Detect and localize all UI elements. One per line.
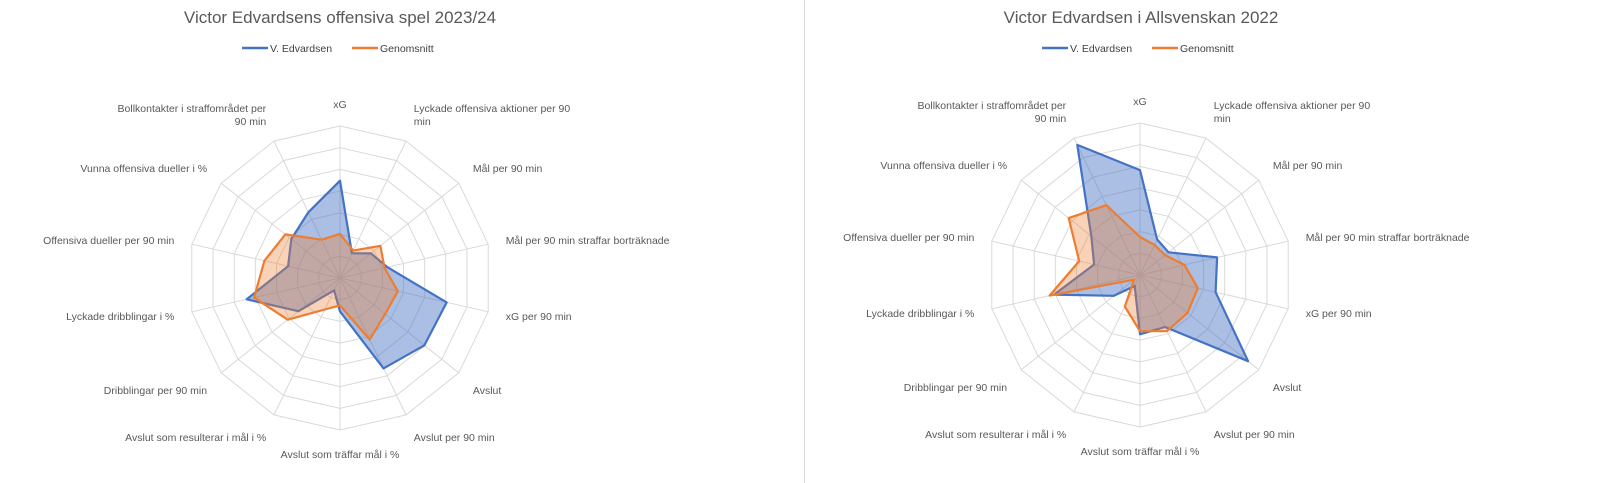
axis-label-xg: xG: [333, 99, 347, 111]
axis-label-avslut-per-90-min: Avslut per 90 min: [1213, 429, 1295, 442]
axis-label-dribblingar-per-90-min: Dribblingar per 90 min: [903, 382, 1008, 394]
axis-label-avslut-per-90-min: Avslut per 90 min: [413, 432, 495, 445]
chart-panel-left: [0, 0, 804, 483]
legend-label-edvardsen: V. Edvardsen: [270, 43, 333, 55]
axis-label-mal-per-90-min-straffar-bortraknade: Mål per 90 min straffar borträknade: [505, 235, 670, 248]
axis-label-vunna-offensiva-dueller-i: Vunna offensiva dueller i %: [80, 163, 208, 175]
legend-label-average: Genomsnitt: [1180, 43, 1234, 55]
axis-label-xg-per-90-min: xG per 90 min: [505, 310, 572, 323]
series-area-average: [254, 234, 398, 340]
axis-label-vunna-offensiva-dueller-i: Vunna offensiva dueller i %: [880, 160, 1008, 172]
radar-chart-left: [0, 0, 804, 483]
axis-label-xg: xG: [1133, 96, 1147, 108]
axis-label-mal-per-90-min: Mål per 90 min: [472, 163, 543, 175]
legend-label-edvardsen: V. Edvardsen: [1070, 43, 1133, 55]
panel-divider: [804, 0, 805, 483]
axis-label-avslut-som-resulterar-i-mal-i: Avslut som resulterar i mål i %: [925, 429, 1067, 442]
axis-label-lyckade-offensiva-aktioner-per-90-min: Lyckade offensiva aktioner per 90 min: [1213, 99, 1371, 125]
axis-label-bollkontakter-i-straffomradet-per-90-min: Bollkontakter i straffområdet per 90 min: [117, 102, 267, 128]
axis-label-avslut-som-traffar-mal-i: Avslut som träffar mål i %: [1080, 446, 1200, 458]
chart-title: Victor Edvardsens offensiva spel 2023/24: [183, 8, 497, 27]
axis-label-lyckade-dribblingar-i: Lyckade dribblingar i %: [66, 310, 175, 323]
legend-label-average: Genomsnitt: [380, 43, 434, 55]
axis-label-offensiva-dueller-per-90-min: Offensiva dueller per 90 min: [843, 232, 975, 245]
chart-title: Victor Edvardsen i Allsvenskan 2022: [1003, 8, 1279, 27]
axis-label-dribblingar-per-90-min: Dribblingar per 90 min: [103, 385, 208, 397]
legend: [1042, 43, 1234, 55]
axis-label-xg-per-90-min: xG per 90 min: [1305, 307, 1372, 320]
axis-label-lyckade-dribblingar-i: Lyckade dribblingar i %: [866, 307, 975, 320]
axis-label-avslut-som-traffar-mal-i: Avslut som träffar mål i %: [280, 449, 400, 461]
axis-label-lyckade-offensiva-aktioner-per-90-min: Lyckade offensiva aktioner per 90 min: [413, 102, 571, 128]
axis-label-offensiva-dueller-per-90-min: Offensiva dueller per 90 min: [43, 235, 175, 248]
radar-plot: [43, 99, 670, 461]
axis-label-avslut-som-resulterar-i-mal-i: Avslut som resulterar i mål i %: [125, 432, 267, 445]
radar-chart-right: [806, 0, 1610, 483]
axis-label-bollkontakter-i-straffomradet-per-90-min: Bollkontakter i straffområdet per 90 min: [917, 99, 1067, 125]
axis-label-avslut: Avslut: [1272, 382, 1302, 394]
series-area-average: [1050, 205, 1198, 331]
axis-label-avslut: Avslut: [472, 385, 502, 397]
axis-label-mal-per-90-min-straffar-bortraknade: Mål per 90 min straffar borträknade: [1305, 232, 1470, 245]
chart-panel-right: [806, 0, 1610, 483]
legend: [242, 43, 434, 55]
radar-plot: [843, 96, 1470, 458]
axis-label-mal-per-90-min: Mål per 90 min: [1272, 160, 1343, 172]
